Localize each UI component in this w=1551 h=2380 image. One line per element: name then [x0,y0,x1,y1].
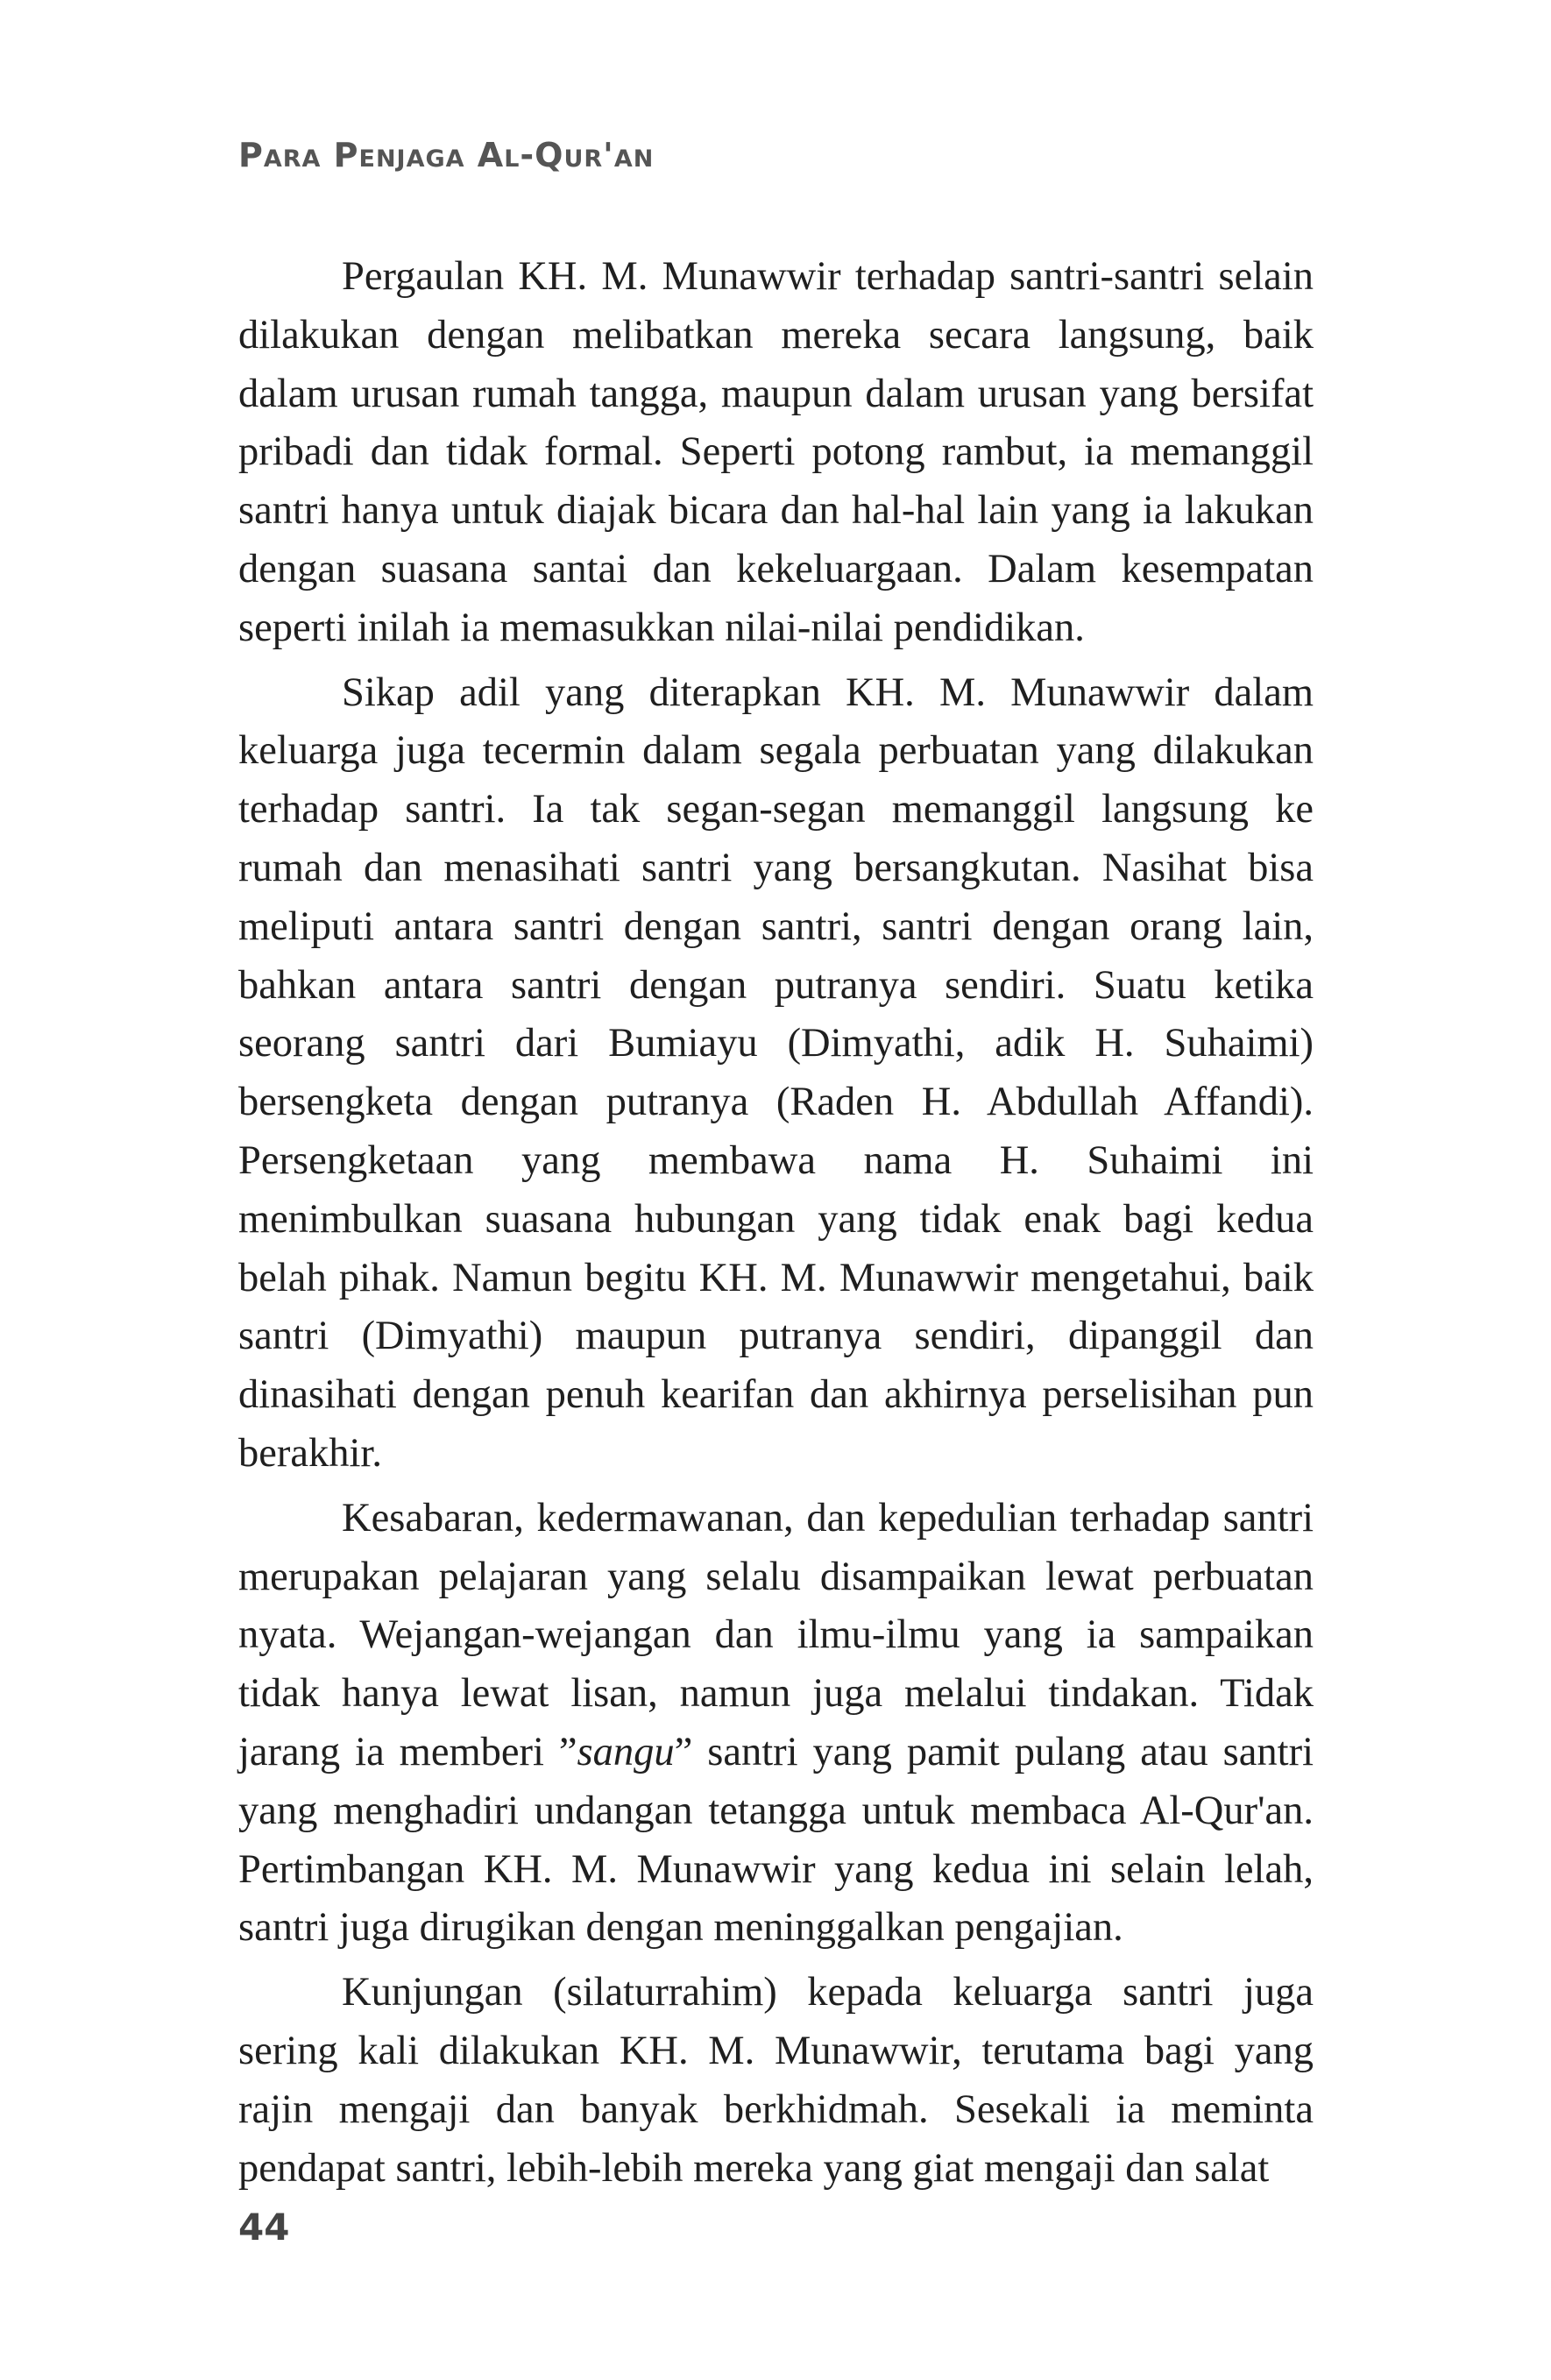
paragraph-3-text-after: ” santri yang pamit pulang atau santri yang menghadiri undangan tetangga untuk membaca Al-Qur'an. Pertimbangan KH. M. Munawwir yang kedua ini selain lelah, santri juga dirugikan dengan meninggalkan pengajian. [238,1729,1314,1951]
italic-term-sangu: sangu [577,1729,675,1774]
body-text [238,248,1314,2204]
running-header: Para Penjaga Al-Qur'an [238,136,655,174]
paragraph-1: Pergaulan KH. M. Munawwir terhadap santri-santri selain dilakukan dengan melibatkan mereka secara langsung, baik dalam urusan rumah tangga, maupun dalam urusan yang bersifat pribadi dan tidak formal. Seperti potong rambut, ia memanggil santri hanya untuk diajak bicara dan hal-hal lain yang ia lakukan dengan suasana santai dan kekeluargaan. Dalam kesempatan seperti inilah ia memasukkan nilai-nilai pendidikan. [238,254,1314,650]
paragraph-2: Sikap adil yang diterapkan KH. M. Munawwir dalam keluarga juga tecermin dalam segala perbuatan yang dilakukan terhadap santri. Ia tak segan-segan memanggil langsung ke rumah dan menasihati santri yang bersangkutan. Nasihat bisa meliputi antara santri dengan santri, santri dengan orang lain, bahkan antara santri dengan putranya sendiri. Suatu ketika seorang santri dari Bumiayu (Dimyathi, adik H. Suhaimi) bersengketa dengan putranya (Raden H. Abdullah Affandi). Persengketaan yang membawa nama H. Suhaimi ini menimbulkan suasana hubungan yang tidak enak bagi kedua belah pihak. Namun begitu KH. M. Munawwir mengetahui, baik santri (Dimyathi) maupun putranya sendiri, dipanggil dan dinasihati dengan penuh kearifan dan akhirnya perselisihan pun berakhir. [238,669,1314,1476]
paragraph-3-text-before: Kesabaran, kedermawanan, dan kepedulian terhadap santri merupakan pelajaran yang selalu disampaikan lewat perbuatan nyata. Wejangan-wejangan dan ilmu-ilmu yang ia sampaikan tidak hanya lewat lisan, namun juga melalui tindakan. Tidak jarang ia memberi ” [238,1495,1314,1774]
page-number: 44 [238,2206,290,2249]
paragraph-3 [238,1490,1314,1958]
paragraph-4: Kunjungan (silaturrahim) kepada keluarga santri juga sering kali dilakukan KH. M. Munawwir, terutama bagi yang rajin mengaji dan banyak berkhidmah. Sesekali ia meminta pendapat santri, lebih-lebih mereka yang giat mengaji dan salat [238,1970,1314,2191]
